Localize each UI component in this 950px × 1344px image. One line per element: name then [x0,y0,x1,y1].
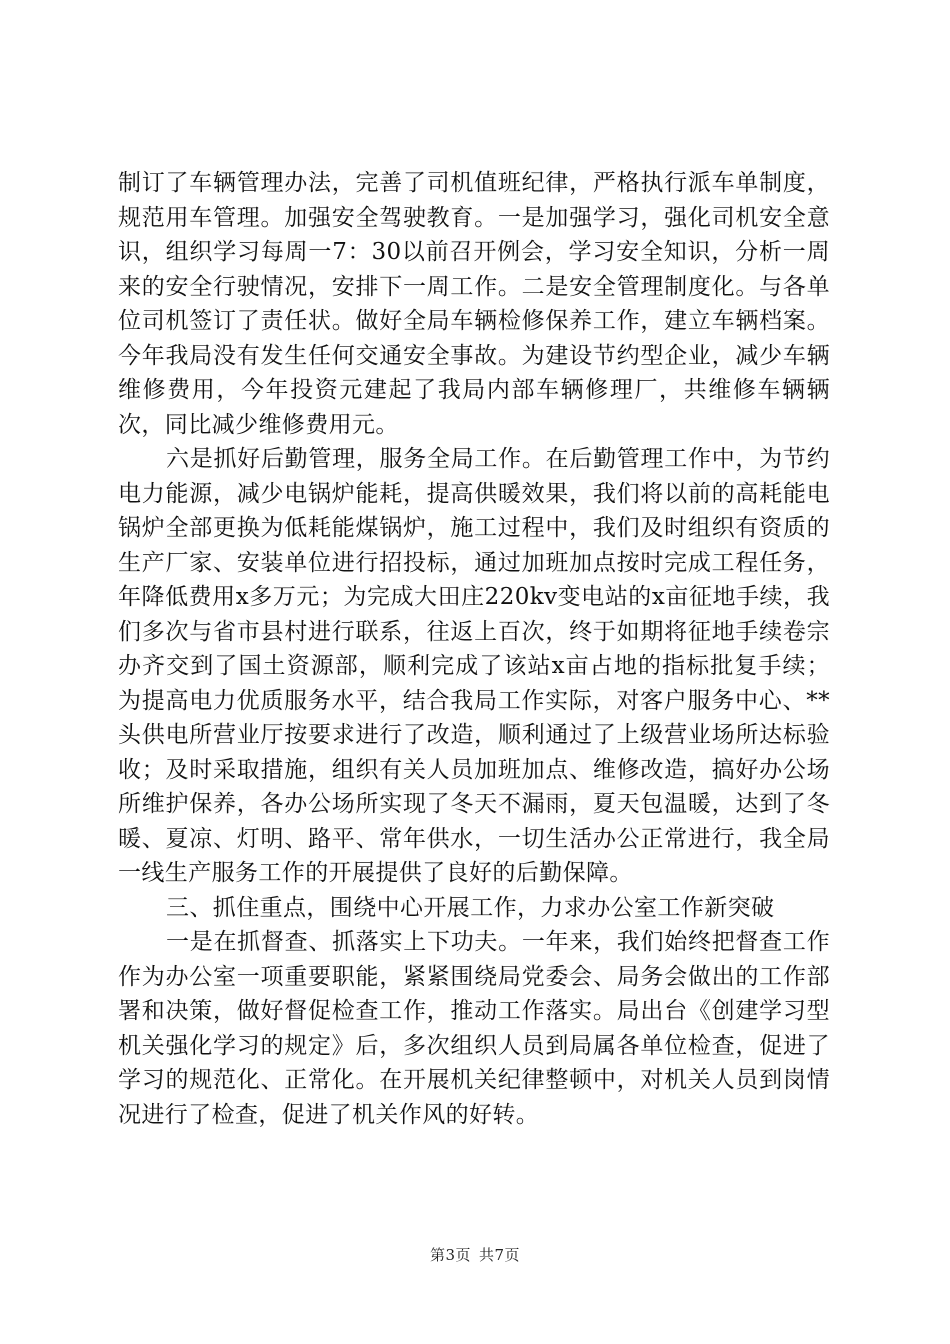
page-number: 第3页 [429,1246,471,1264]
section-heading-focus: 三、抓住重点，围绕中心开展工作，力求办公室工作新突破 [166,894,775,921]
page-total: 共7页 [479,1246,521,1264]
document-body [118,166,830,1132]
paragraph-logistics-management: 六是抓好后勤管理，服务全局工作。在后勤管理工作中，为节约电力能源，减少电锅炉能耗，提高供暖效果，我们将以前的高耗能电锅炉全部更换为低耗能煤锅炉，施工过程中，我们及时组织有资质的生产厂家、安装单位进行招投标，通过加班加点按时完成工程任务，年降低费用x多万元；为完成大田庄220kv变电站的x亩征地手续，我们多次与省市县村进行联系，往返上百次，终于如期将征地手续卷宗办齐交到了国土资源部，顺利完成了该站x亩占地的指标批复手续；为提高电力优质服务水平，结合我局工作实际，对客户服务中心、**头供电所营业厅按要求进行了改造，顺利通过了上级营业场所达标验收；及时采取措施，组织有关人员加班加点、维修改造，搞好办公场所维护保养，各办公场所实现了冬天不漏雨，夏天包温暖，达到了冬暖、夏凉、灯明、路平、常年供水，一切生活办公正常进行，我全局一线生产服务工作的开展提供了良好的后勤保障。 [118,446,830,886]
paragraph-vehicle-management: 制订了车辆管理办法，完善了司机值班纪律，严格执行派车单制度，规范用车管理。加强安全驾驶教育。一是加强学习，强化司机安全意识，组织学习每周一7：30以前召开例会，学习安全知识，分析一周来的安全行驶情况，安排下一周工作。二是安全管理制度化。与各单位司机签订了责任状。做好全局车辆检修保养工作，建立车辆档案。今年我局没有发生任何交通安全事故。为建设节约型企业，减少车辆维修费用，今年投资元建起了我局内部车辆修理厂，共维修车辆辆次，同比减少维修费用元。 [118,170,830,438]
paragraph-supervision: 一是在抓督查、抓落实上下功夫。一年来，我们始终把督查工作作为办公室一项重要职能，紧紧围绕局党委会、局务会做出的工作部署和决策，做好督促检查工作，推动工作落实。局出台《创建学习型机关强化学习的规定》后，多次组织人员到局属各单位检查，促进了学习的规范化、正常化。在开展机关纪律整顿中，对机关人员到岗情况进行了检查，促进了机关作风的好转。 [118,929,830,1128]
page-footer [0,1244,950,1265]
